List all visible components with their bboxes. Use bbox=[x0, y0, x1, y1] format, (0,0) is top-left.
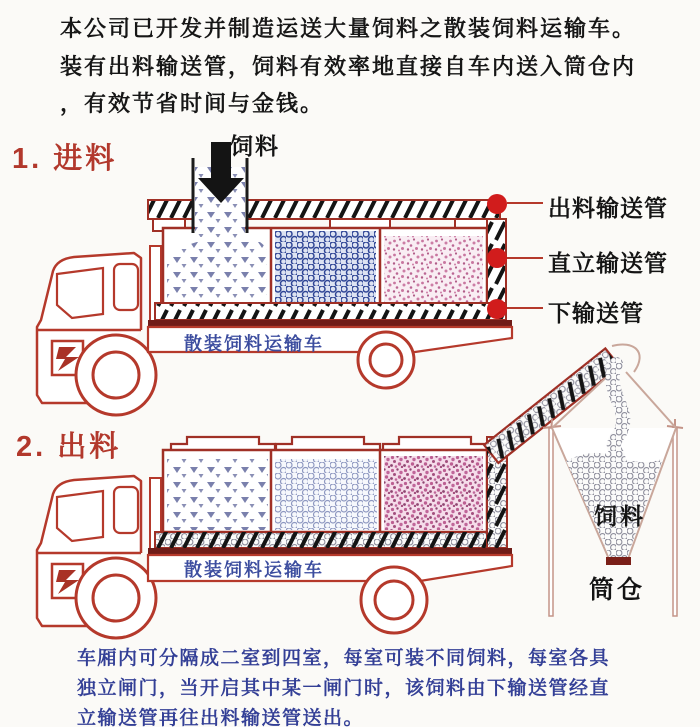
feed-inlet-label: 饲料 bbox=[230, 133, 280, 159]
compartment-3-feed bbox=[384, 236, 483, 303]
silo-outlet bbox=[606, 557, 631, 565]
compartment-2-feed bbox=[275, 459, 377, 530]
header-line-2: 装有出料输送管，饲料有效率地直接自车内送入筒仓内 bbox=[60, 54, 637, 79]
section-2-title: 2. 出料 bbox=[16, 431, 122, 463]
truck-2-name: 散装饲料运输车 bbox=[184, 560, 324, 580]
section-1-title: 1. 进料 bbox=[12, 143, 118, 175]
silo-leg bbox=[549, 428, 553, 616]
callout-dot bbox=[487, 248, 507, 268]
silo-leg bbox=[673, 428, 677, 616]
silo-feed-label: 饲料 bbox=[594, 503, 646, 529]
pipe-callouts bbox=[487, 194, 543, 319]
truck-2-feed-out bbox=[37, 437, 512, 638]
rear-wheel bbox=[358, 332, 414, 388]
silo-name-label: 筒仓 bbox=[589, 576, 646, 604]
header-line-1: 本公司已开发并制造运送大量饲料之散装饲料运输车。 bbox=[60, 16, 637, 41]
truck-2-cab bbox=[37, 476, 156, 638]
feed-stream bbox=[613, 364, 624, 468]
compartment-1-feed bbox=[167, 459, 268, 530]
truck-1-feed-in bbox=[37, 142, 543, 415]
footer-line-2: 独立闸门，当开启其中某一闸门时，该饲料由下输送管经直 bbox=[77, 678, 611, 699]
bottom-pipe bbox=[155, 303, 506, 320]
compartment-3-feed bbox=[384, 456, 483, 530]
label-bottom-pipe: 下输送管 bbox=[548, 300, 644, 326]
truck-1-name: 散装饲料运输车 bbox=[184, 334, 324, 354]
rear-wheel bbox=[361, 567, 427, 633]
label-discharge-pipe: 出料输送管 bbox=[548, 195, 668, 221]
cargo-compartments bbox=[163, 228, 487, 305]
compartment-2-feed bbox=[275, 231, 376, 303]
compartment-lids bbox=[171, 437, 487, 450]
footer-line-3: 立输送管再往出料输送管送出。 bbox=[77, 708, 365, 727]
bottom-pipe-conveying bbox=[155, 532, 506, 548]
callout-dot bbox=[487, 194, 507, 214]
cargo-compartments-2 bbox=[163, 450, 487, 532]
callout-dot bbox=[487, 299, 507, 319]
header-line-3: ，有效节省时间与金钱。 bbox=[60, 91, 325, 116]
feed-arrow-icon bbox=[211, 142, 231, 179]
truck-1-cab bbox=[37, 253, 156, 415]
label-vertical-pipe: 直立输送管 bbox=[548, 250, 668, 276]
footer-line-1: 车厢内可分隔成二室到四室，每室可装不同饲料，每室各具 bbox=[77, 648, 611, 669]
